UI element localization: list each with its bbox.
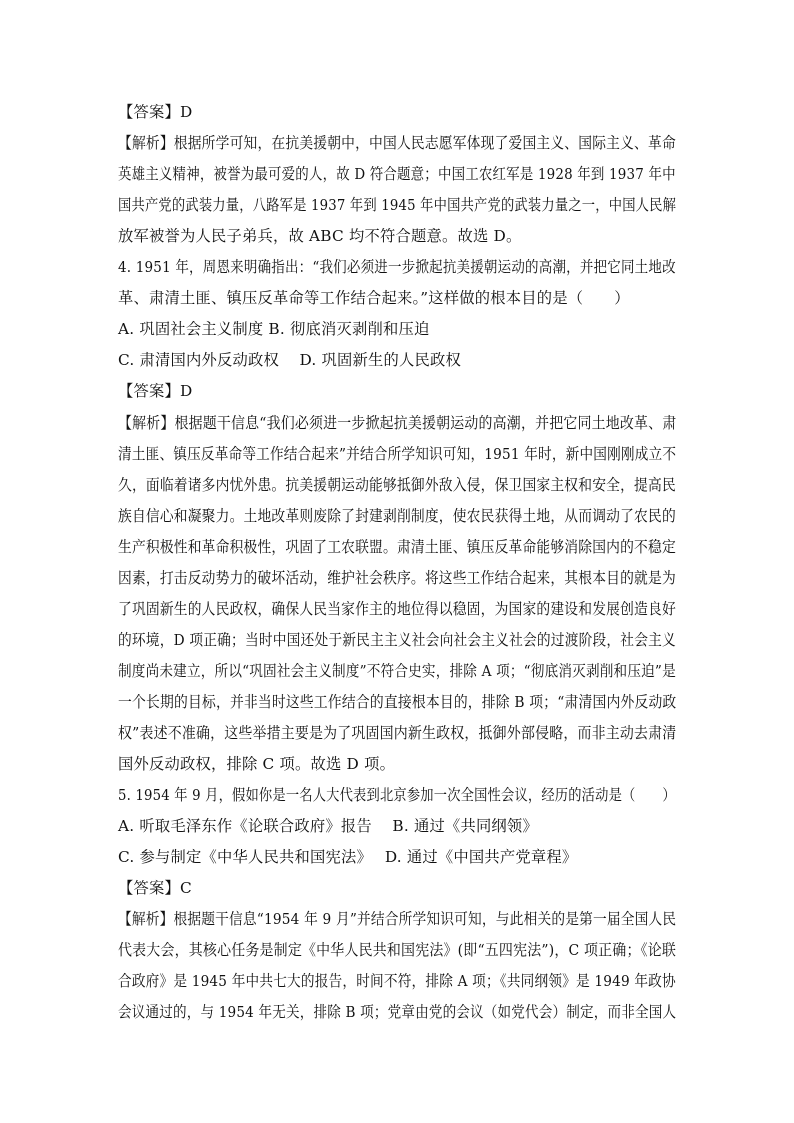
question-4-stem-line-2: 革、肃清土匪、镇压反革命等工作结合起来。”这样做的根本目的是（ ） bbox=[118, 289, 630, 307]
question-5-options-cd: C. 参与制定《中华人民共和国宪法》 D. 通过《中国共产党章程》 bbox=[118, 848, 578, 866]
analysis-q4-line-3: 久，面临着诸多内忧外患。抗美援朝运动能够抵御外敌入侵，保卫国家主权和安全，提高民 bbox=[118, 476, 676, 494]
analysis-q4-line-7: 了巩固新生的人民政权，确保人民当家作主的地位得以稳固，为国家的建设和发展创造良好 bbox=[118, 600, 676, 618]
question-4-stem-line-1: 4. 1951 年，周恩来明确指出：“我们必须进一步掀起抗美援朝运动的高潮，并把它同土地改 bbox=[118, 258, 676, 276]
question-4-options-ab: A. 巩固社会主义制度 B. 彻底消灭剥削和压迫 bbox=[118, 320, 430, 338]
analysis-q4-line-5: 生产积极性和革命积极性，巩固了工农联盟。肃清土匪、镇压反革命能够消除国内的不稳定 bbox=[118, 538, 676, 556]
analysis-q5-line-4: 会议通过的，与 1954 年无关，排除 B 项；党章由党的会议（如党代会）制定，而非全国人 bbox=[118, 1003, 677, 1021]
analysis-q5-line-2: 代表大会，其核心任务是制定《中华人民共和国宪法》(即“五四宪法”)，C 项正确；《论联 bbox=[118, 941, 677, 959]
analysis-q4-line-2: 清土匪、镇压反革命等工作结合起来”并结合所学知识可知，1951 年时，新中国刚刚成立不 bbox=[118, 445, 677, 463]
analysis-q3-line-1: 【解析】根据所学可知，在抗美援朝中，中国人民志愿军体现了爱国主义、国际主义、革命 bbox=[118, 134, 676, 152]
analysis-q4-line-6: 因素，打击反动势力的破坏活动，维护社会秩序。将这些工作结合起来，其根本目的就是为 bbox=[118, 569, 676, 587]
analysis-q4-line-11: 权”表述不准确，这些举措主要是为了巩固国内新生政权，抵御外部侵略，而非主动去肃清 bbox=[118, 724, 677, 742]
answer-label-q4: 【答案】D bbox=[118, 382, 193, 400]
answer-label-q5: 【答案】C bbox=[118, 879, 192, 897]
analysis-q3-line-4: 放军被誉为人民子弟兵，故 ABC 均不符合题意。故选 D。 bbox=[118, 227, 522, 245]
analysis-q4-line-8: 的环境，D 项正确；当时中国还处于新民主主义社会向社会主义社会的过渡阶段，社会主义 bbox=[118, 631, 676, 649]
analysis-q4-line-1: 【解析】根据题干信息“我们必须进一步掀起抗美援朝运动的高潮，并把它同土地改革、肃 bbox=[118, 414, 677, 432]
analysis-q4-line-10: 一个长期的目标，并非当时这些工作结合的直接根本目的，排除 B 项；“肃清国内外反动政 bbox=[118, 693, 677, 711]
analysis-q3-line-3: 国共产党的武装力量，八路军是 1937 年到 1945 年中国共产党的武装力量之一，中国人民解 bbox=[118, 196, 677, 214]
analysis-q4-line-12: 国外反动政权，排除 C 项。故选 D 项。 bbox=[118, 755, 396, 773]
question-5-options-ab: A. 听取毛泽东作《论联合政府》报告 B. 通过《共同纲领》 bbox=[118, 817, 538, 835]
analysis-q5-line-3: 合政府》是 1945 年中共七大的报告，时间不符，排除 A 项；《共同纲领》是 1949 年政协 bbox=[118, 972, 676, 990]
analysis-q3-line-2: 英雄主义精神，被誉为最可爱的人，故 D 符合题意；中国工农红军是 1928 年到 1937 年中 bbox=[118, 165, 676, 183]
analysis-q4-line-4: 族自信心和凝聚力。土地改革则废除了封建剥削制度，使农民获得土地，从而调动了农民的 bbox=[118, 507, 676, 525]
analysis-q5-line-1: 【解析】根据题干信息“1954 年 9 月”并结合所学知识可知，与此相关的是第一届全国人民 bbox=[118, 910, 677, 928]
question-4-options-cd: C. 肃清国内外反动政权 D. 巩固新生的人民政权 bbox=[118, 351, 462, 369]
answer-label-q3: 【答案】D bbox=[118, 103, 193, 121]
analysis-q4-line-9: 制度尚未建立，所以“巩固社会主义制度”不符合史实，排除 A 项；“彻底消灭剥削和压迫”是 bbox=[118, 662, 676, 680]
question-5-stem: 5. 1954 年 9 月，假如你是一名人大代表到北京参加一次全国性会议，经历的活动是（ ） bbox=[118, 786, 676, 804]
